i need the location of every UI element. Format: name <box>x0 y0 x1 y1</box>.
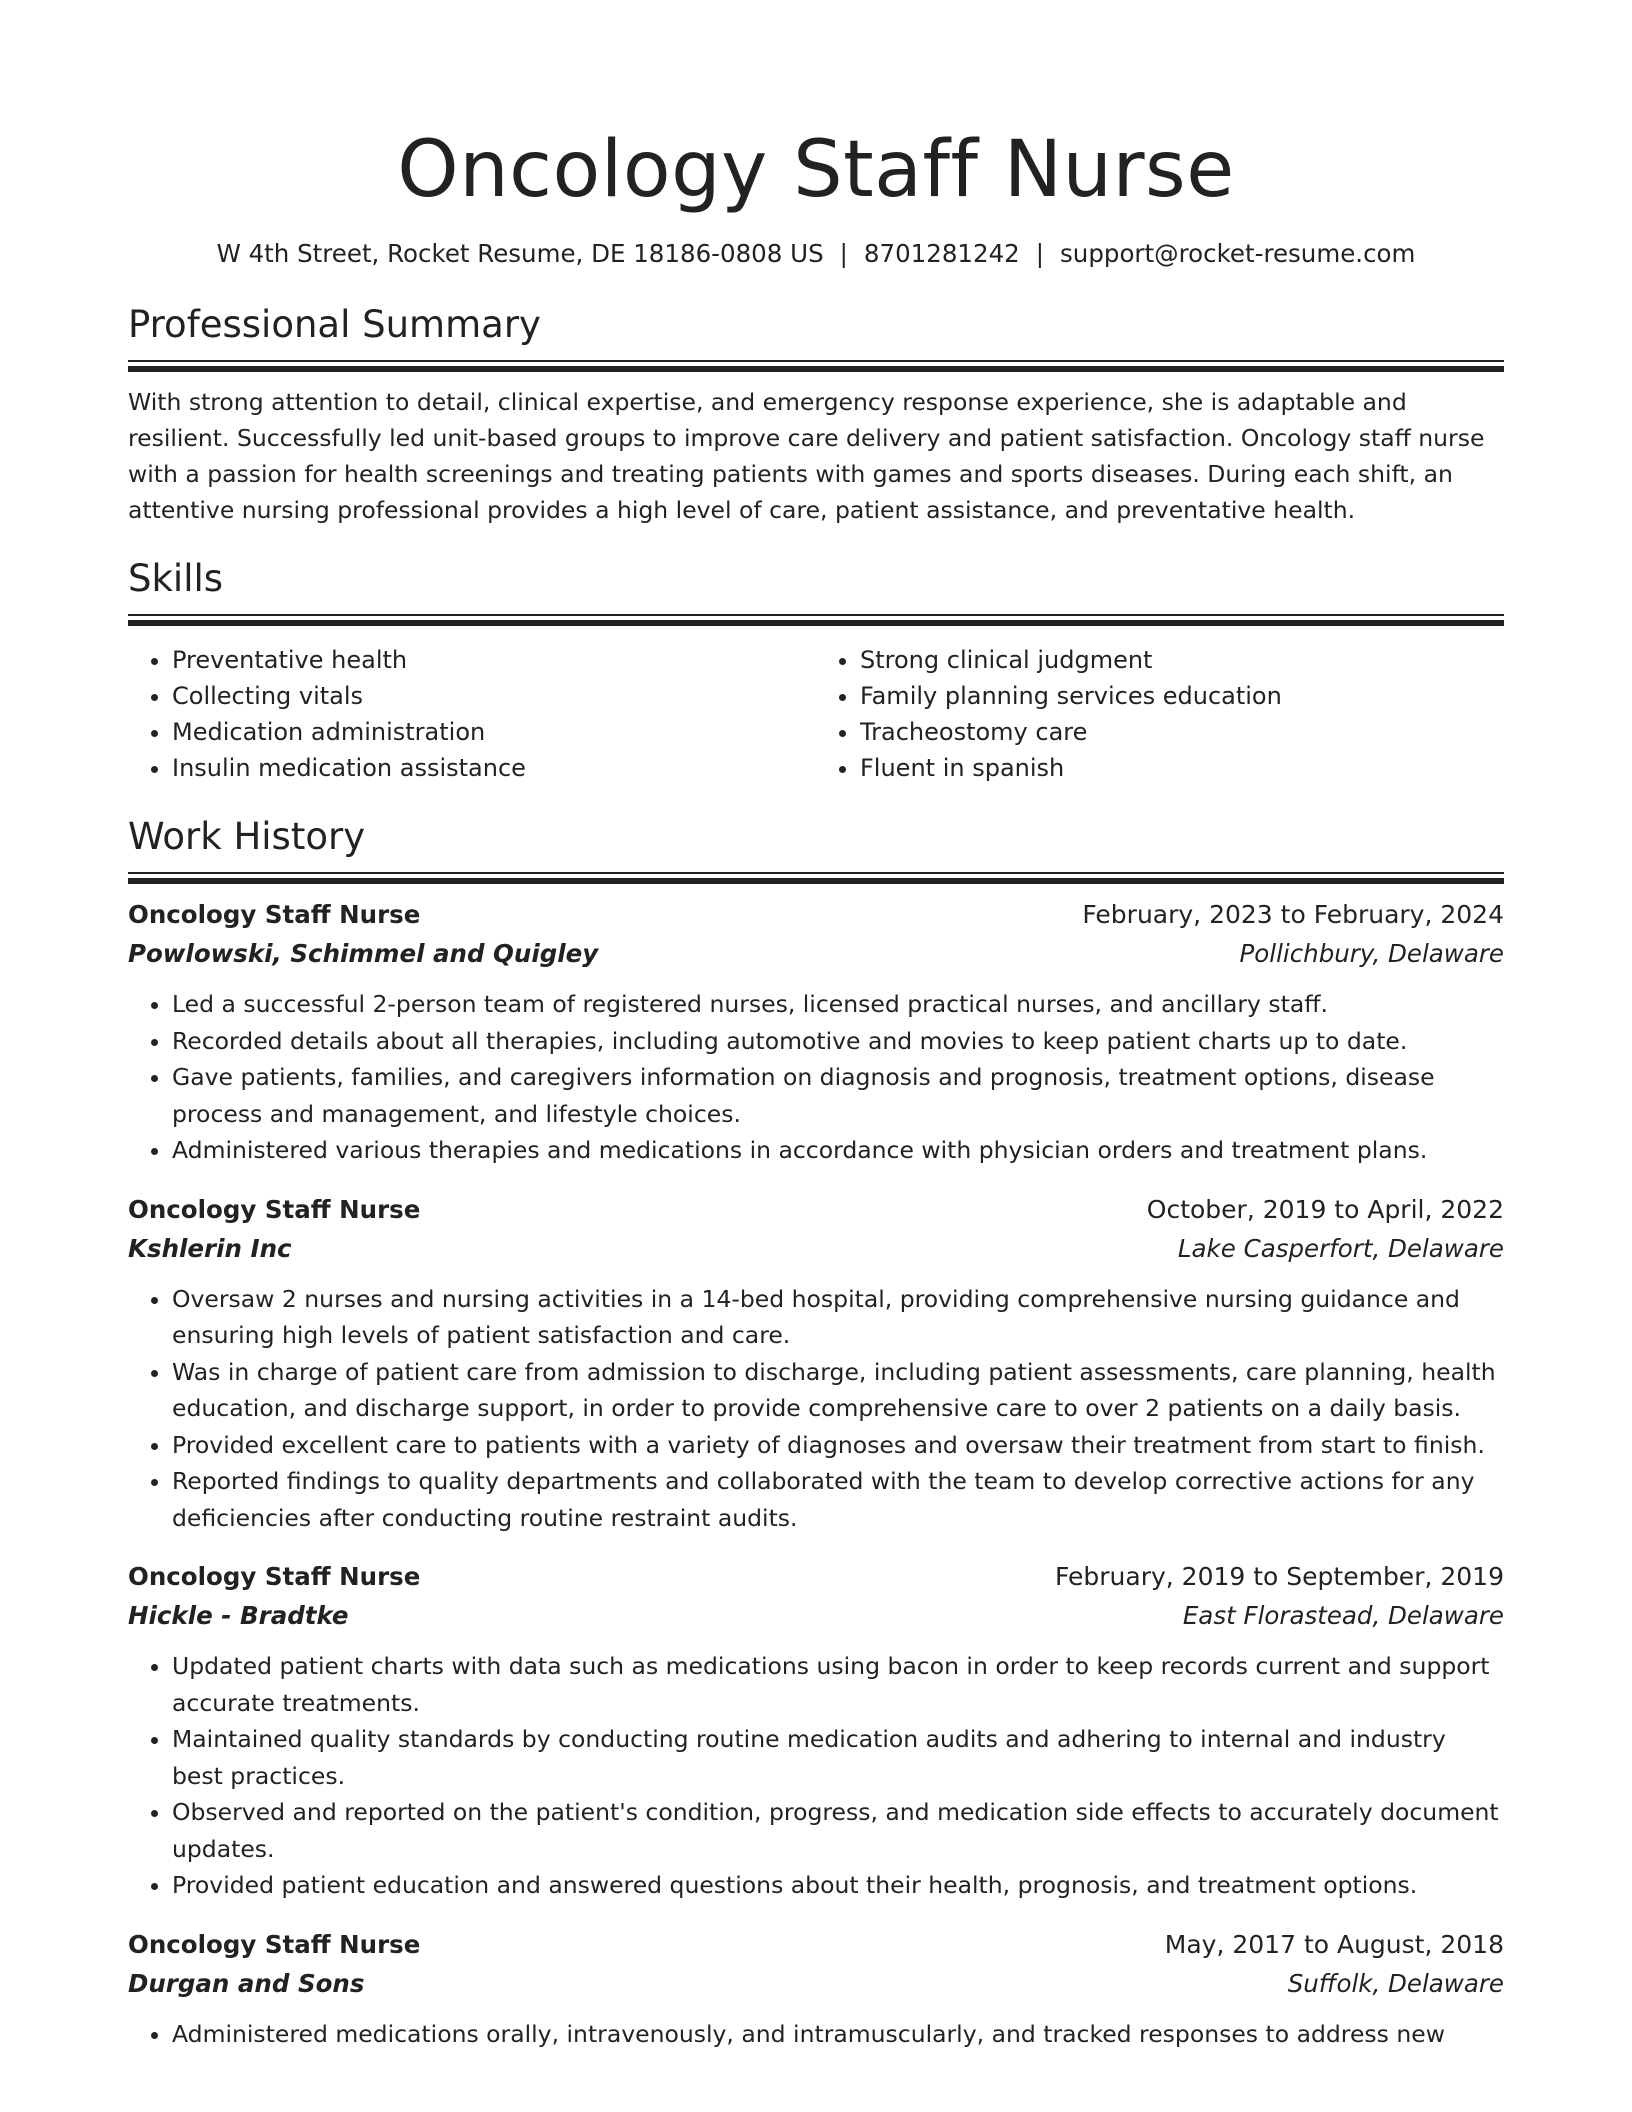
job-company: Powlowski, Schimmel and Quigley <box>128 939 599 968</box>
job-dates: February, 2019 to September, 2019 <box>1055 1562 1504 1591</box>
job-dates: October, 2019 to April, 2022 <box>1146 1194 1504 1224</box>
job-bullet: • Gave patients, families, and caregivers information on diagnosis and prognosis, treatment options, disease process and management, and lifestyle choices. <box>172 1059 1504 1132</box>
job-bullets <box>128 1648 1504 1904</box>
job-entry <box>128 1558 1504 1904</box>
job-location: Lake Casperfort, Delaware <box>1177 1233 1504 1263</box>
contact-email[interactable]: support@rocket-resume.com <box>1060 239 1416 268</box>
section-divider <box>128 360 1504 372</box>
job-entry <box>128 1191 1504 1537</box>
job-title: Oncology Staff Nurse <box>128 1929 421 1959</box>
contact-separator: | <box>1035 239 1045 268</box>
contact-phone: 8701281242 <box>863 239 1020 268</box>
skill-item: • Tracheostomy care <box>860 714 1504 750</box>
skill-item: • Collecting vitals <box>172 678 816 714</box>
skills-heading: Skills <box>128 557 224 600</box>
job-title: Oncology Staff Nurse <box>128 1194 421 1224</box>
skill-item: • Medication administration <box>172 714 816 750</box>
resume-name: Oncology Staff Nurse <box>397 125 1235 215</box>
summary-section <box>128 302 1504 528</box>
job-bullet: • Was in charge of patient care from admission to discharge, including patient assessments, care planning, health education, and discharge support, in order to provide comprehensive care to over 2 patients on a daily basis. <box>172 1354 1504 1427</box>
job-company: Durgan and Sons <box>128 1968 365 1998</box>
job-company: Kshlerin Inc <box>128 1233 292 1263</box>
contact-line <box>128 238 1504 270</box>
job-entry <box>128 1926 1504 2053</box>
job-bullet: • Recorded details about all therapies, including automotive and movies to keep patient charts up to date. <box>172 1023 1504 1060</box>
summary-text: With strong attention to detail, clinical expertise, and emergency response experience, she is adaptable and resilient. Successfully led unit-based groups to improve care delivery and patient satisfaction. Oncology staff nurse with a passion for health screenings and treating patients with games and sports diseases. During each shift, an attentive nursing professional provides a high level of care, patient assistance, and preventative health. <box>128 388 1485 524</box>
skills-right-list <box>816 642 1504 786</box>
job-bullets <box>128 1281 1504 1537</box>
resume-page <box>128 0 1504 2052</box>
job-bullet: • Updated patient charts with data such as medications using bacon in order to keep records current and support accurate treatments. <box>172 1648 1504 1721</box>
job-bullet: • Provided excellent care to patients with a variety of diagnoses and oversaw their treatment from start to finish. <box>172 1427 1504 1464</box>
job-location: Pollichbury, Delaware <box>1239 939 1504 968</box>
skill-item: • Insulin medication assistance <box>172 750 816 786</box>
job-bullet: • Led a successful 2-person team of registered nurses, licensed practical nurses, and ancillary staff. <box>172 986 1504 1023</box>
skills-columns <box>128 642 1504 786</box>
contact-address: W 4th Street, Rocket Resume, DE 18186-0808 US <box>216 239 824 268</box>
work-heading: Work History <box>128 815 366 858</box>
section-divider <box>128 614 1504 626</box>
job-dates: February, 2023 to February, 2024 <box>1082 900 1504 929</box>
skills-left-list <box>128 642 816 786</box>
job-bullet: • Administered various therapies and medications in accordance with physician orders and treatment plans. <box>172 1132 1504 1169</box>
skill-item: • Preventative health <box>172 642 816 678</box>
section-divider <box>128 872 1504 884</box>
job-location: East Florastead, Delaware <box>1182 1601 1504 1630</box>
skill-item: • Family planning services education <box>860 678 1504 714</box>
job-bullets <box>128 986 1504 1169</box>
job-title: Oncology Staff Nurse <box>128 900 421 929</box>
job-bullet: • Maintained quality standards by conducting routine medication audits and adhering to internal and industry best practices. <box>172 1721 1504 1794</box>
job-dates: May, 2017 to August, 2018 <box>1164 1929 1504 1959</box>
job-bullet: • Observed and reported on the patient's condition, progress, and medication side effects to accurately document updates. <box>172 1794 1504 1867</box>
job-bullets <box>128 2016 1504 2053</box>
job-entry <box>128 896 1504 1169</box>
contact-separator: | <box>839 239 848 268</box>
job-title: Oncology Staff Nurse <box>128 1562 421 1591</box>
skills-section <box>128 556 1504 786</box>
job-bullet: • Reported findings to quality departments and collaborated with the team to develop corrective actions for any deficiencies after conducting routine restraint audits. <box>172 1463 1504 1536</box>
job-location: Suffolk, Delaware <box>1287 1968 1504 1998</box>
job-company: Hickle - Bradtke <box>128 1601 349 1630</box>
job-bullet: • Oversaw 2 nurses and nursing activities in a 14-bed hospital, providing comprehensive nursing guidance and ensuring high levels of patient satisfaction and care. <box>172 1281 1504 1354</box>
summary-heading: Professional Summary <box>128 303 541 346</box>
job-bullet: • Administered medications orally, intravenously, and intramuscularly, and tracked responses to address new <box>172 2016 1504 2053</box>
work-section <box>128 814 1504 2052</box>
skill-item: • Fluent in spanish <box>860 750 1504 786</box>
job-bullet: • Provided patient education and answered questions about their health, prognosis, and treatment options. <box>172 1867 1504 1904</box>
skill-item: • Strong clinical judgment <box>860 642 1504 678</box>
